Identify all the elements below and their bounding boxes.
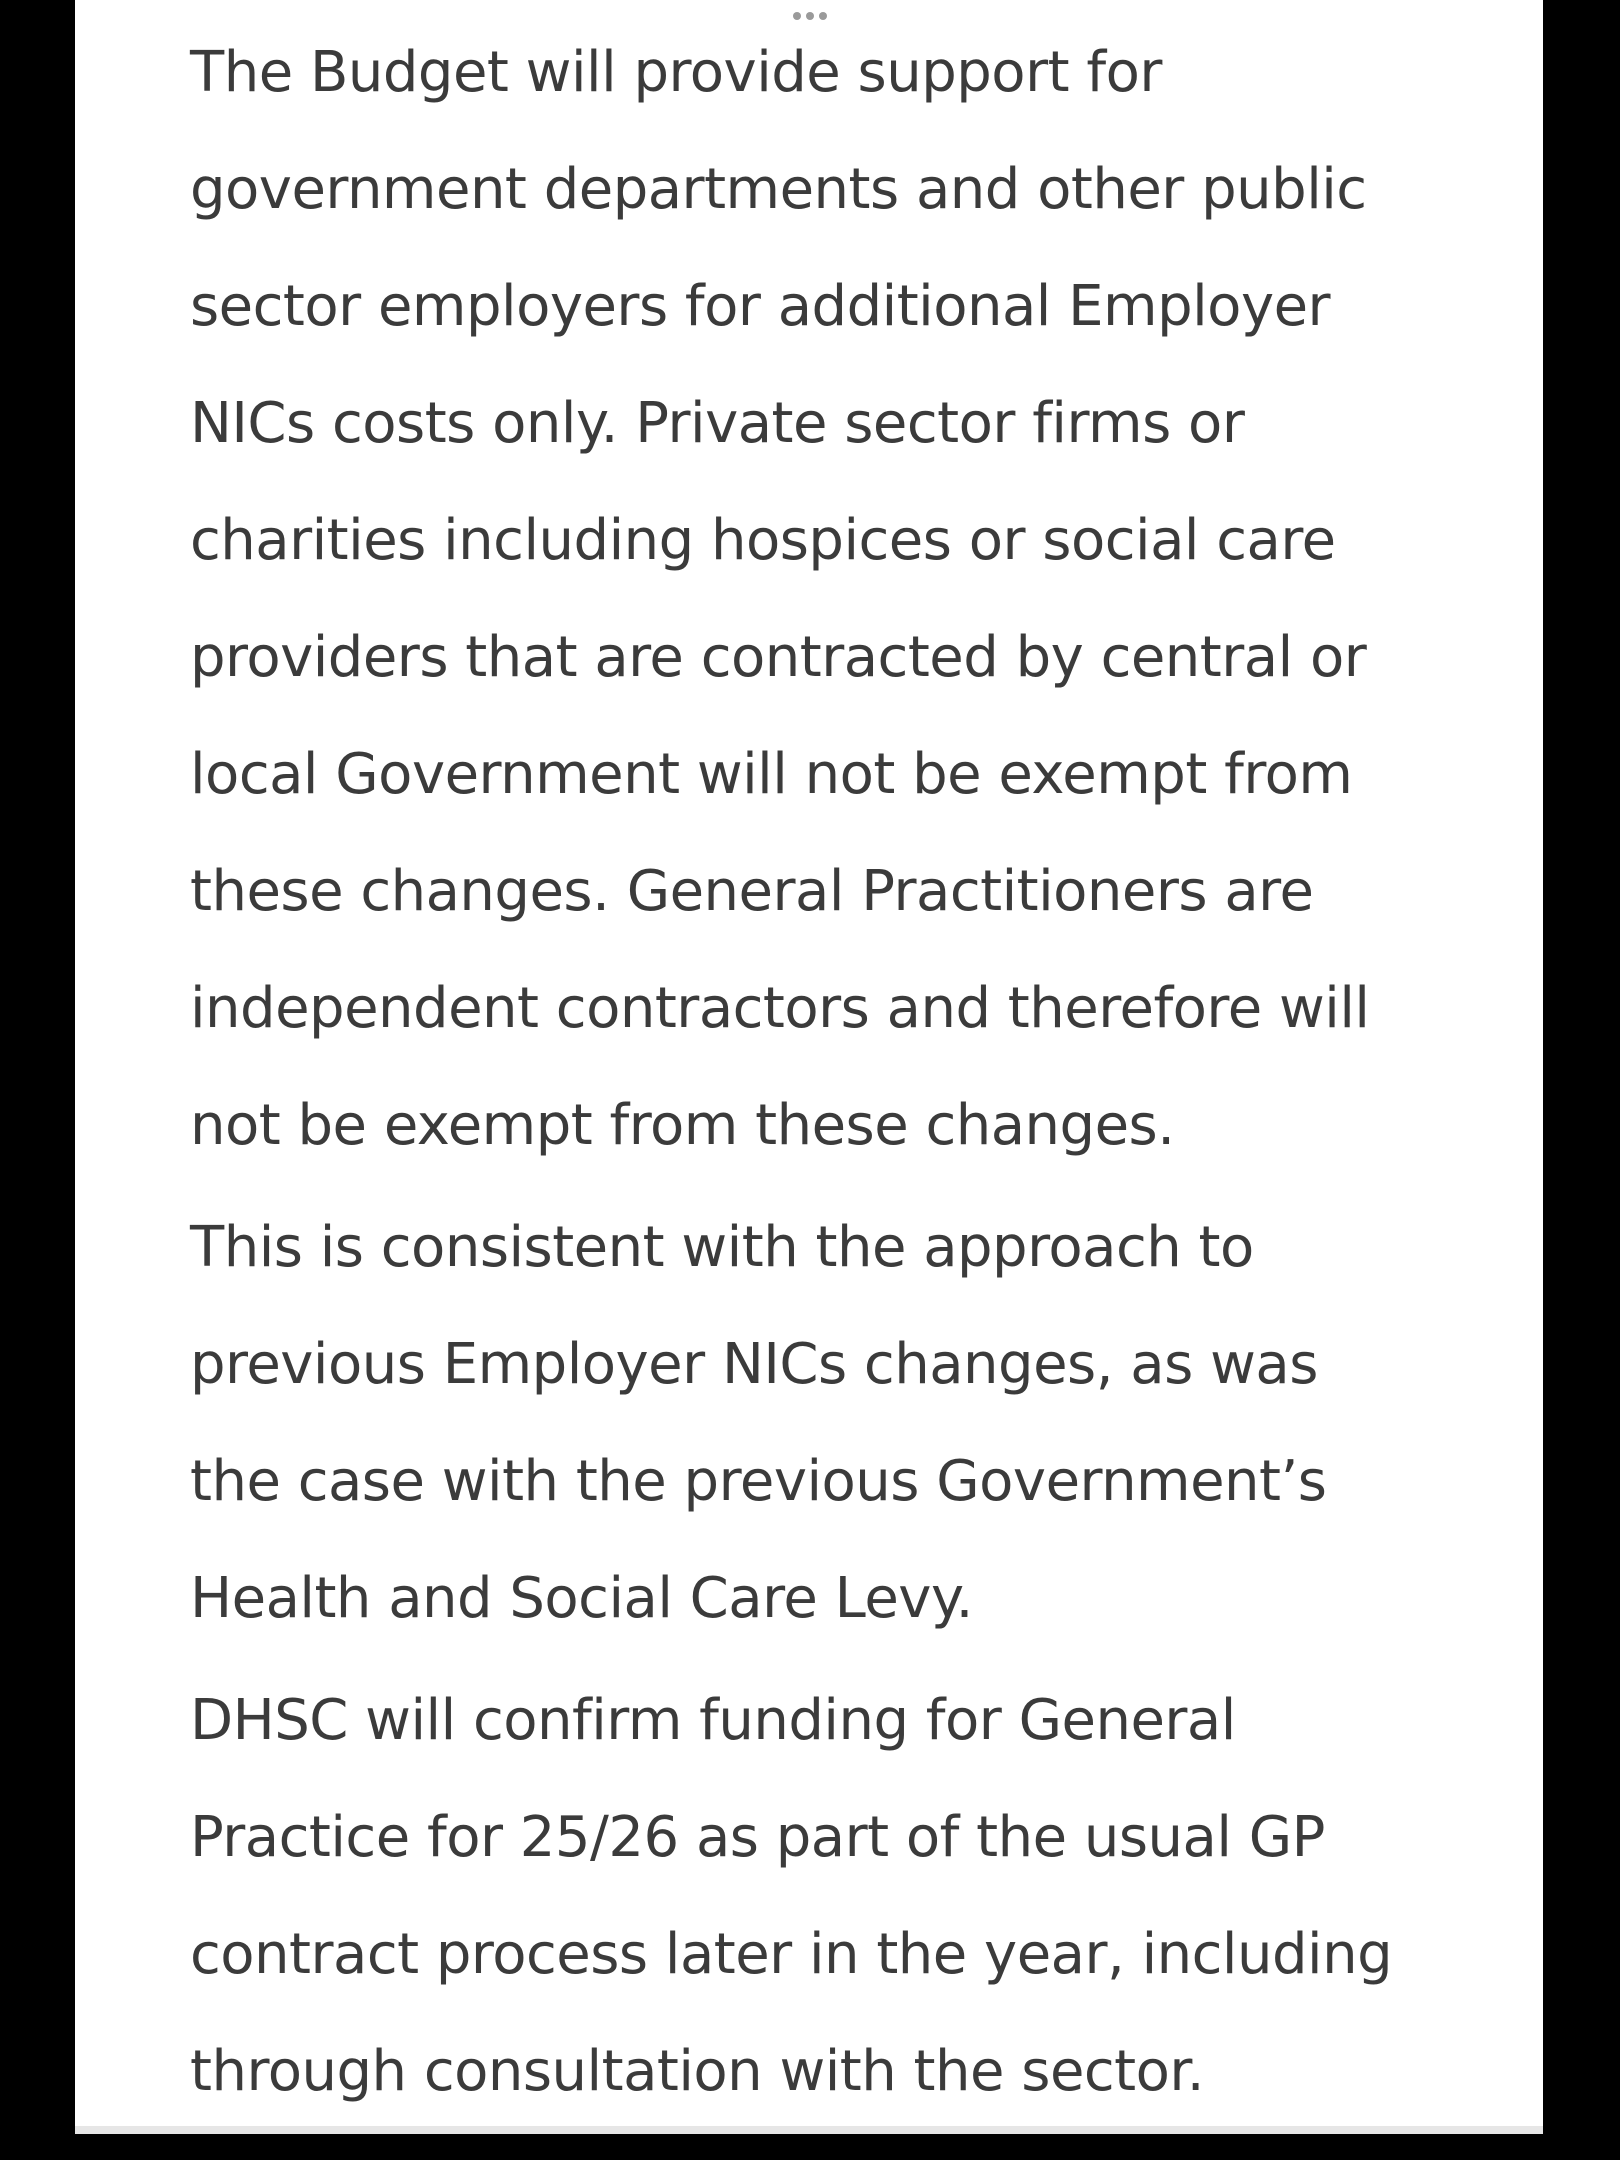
text-line: through consultation with the sector.: [190, 2039, 1205, 2104]
text-line: not be exempt from these changes.: [190, 1093, 1175, 1158]
text-line: independent contractors and therefore will: [190, 976, 1370, 1041]
article-body: [190, 14, 1490, 2135]
text-line: providers that are contracted by central or: [190, 625, 1367, 690]
text-line: previous Employer NICs changes, as was: [190, 1332, 1318, 1397]
text-line: DHSC will confirm funding for General: [190, 1688, 1236, 1753]
text-line: these changes. General Practitioners are: [190, 859, 1314, 924]
text-line: sector employers for additional Employer: [190, 274, 1331, 339]
text-line: NICs costs only. Private sector firms or: [190, 391, 1245, 456]
text-line: The Budget will provide support for: [190, 40, 1162, 105]
paragraph-1: [190, 14, 1490, 1184]
text-line: This is consistent with the approach to: [190, 1215, 1254, 1280]
text-line: Health and Social Care Levy.: [190, 1566, 973, 1631]
text-line: government departments and other public: [190, 157, 1367, 222]
paragraph-3: [190, 1662, 1490, 2130]
paragraph-2: [190, 1189, 1490, 1657]
text-line: local Government will not be exempt from: [190, 742, 1353, 807]
text-line: contract process later in the year, including: [190, 1922, 1393, 1987]
text-line: the case with the previous Government’s: [190, 1449, 1327, 1514]
text-line: Practice for 25/26 as part of the usual GP: [190, 1805, 1325, 1870]
text-line: charities including hospices or social care: [190, 508, 1336, 573]
